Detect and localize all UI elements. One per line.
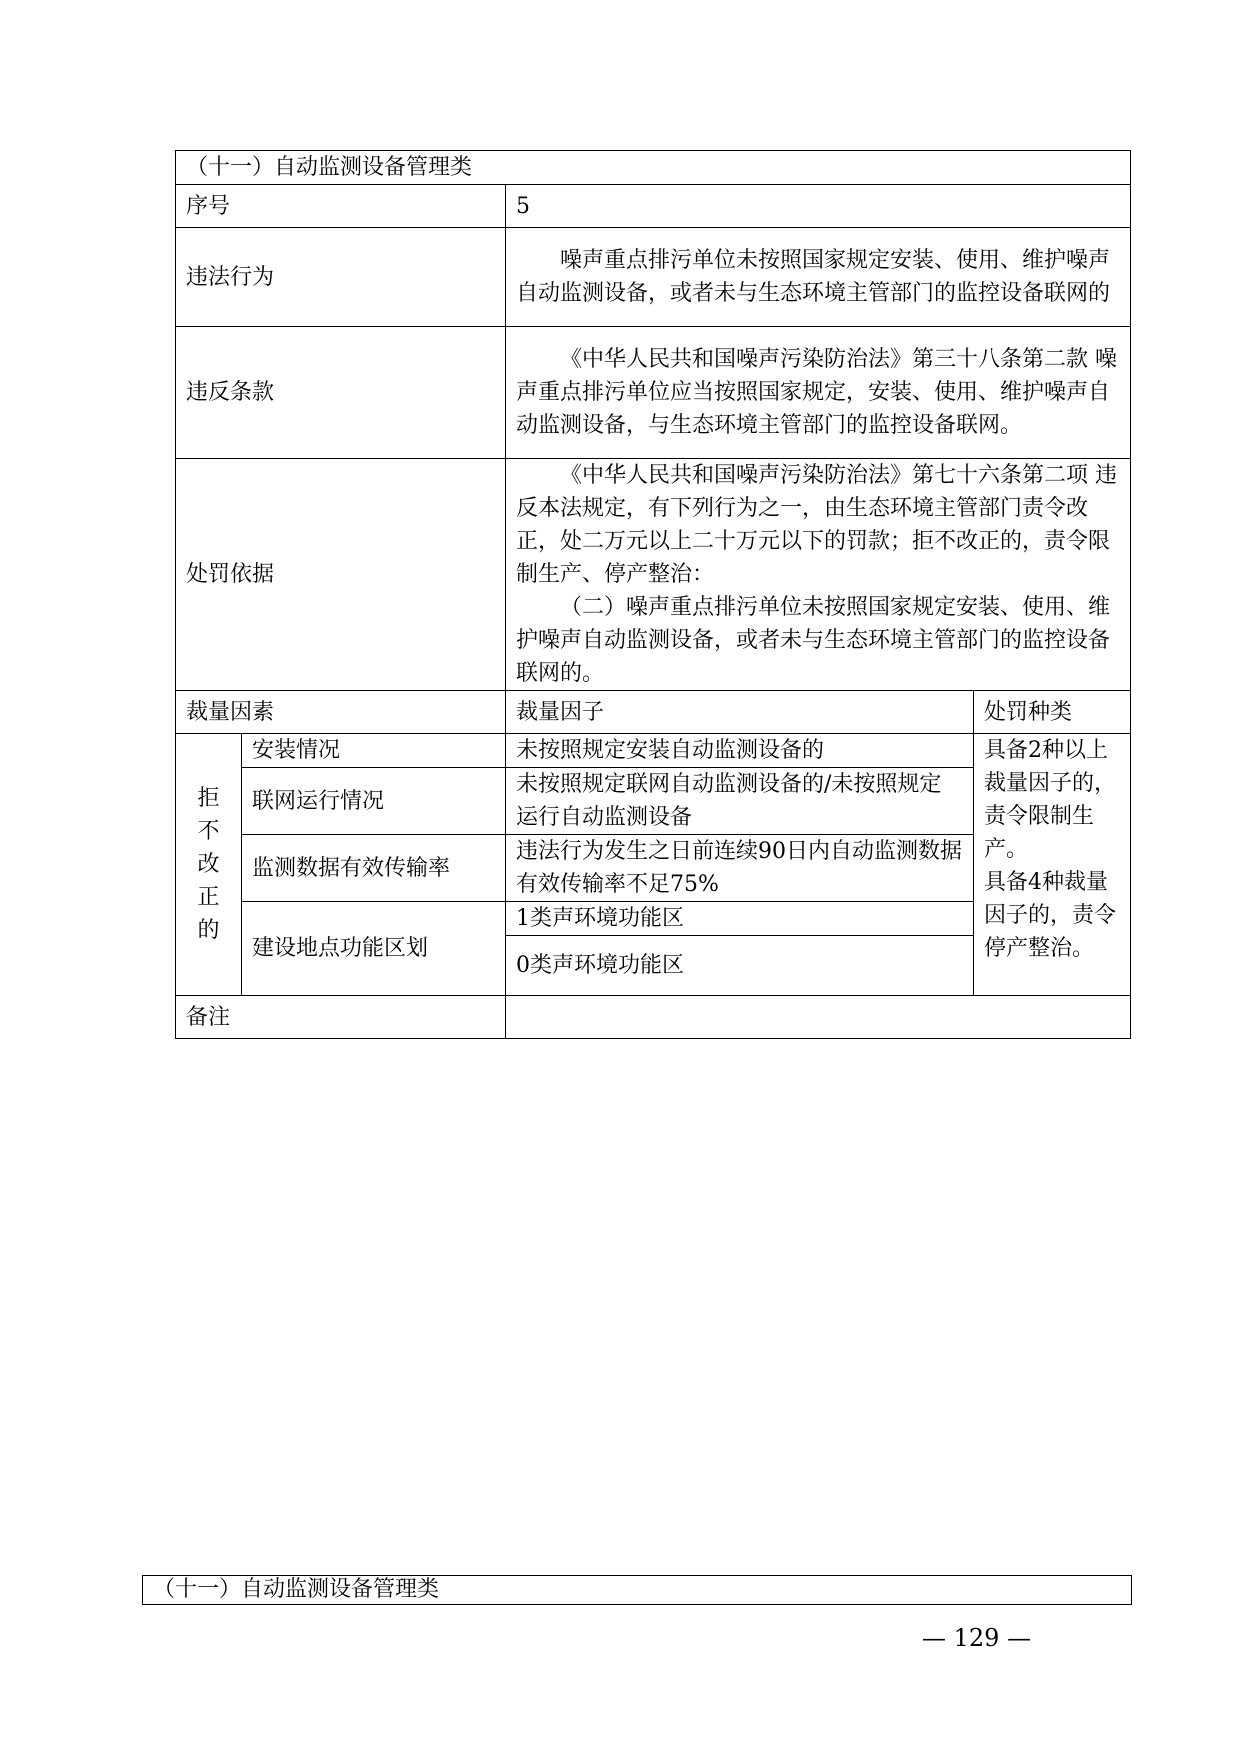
factor-install-detail: 未按照规定安装自动监测设备的	[506, 734, 974, 768]
basis-cell	[506, 459, 1131, 691]
factor-zone-detail-a: 1类声环境功能区	[506, 902, 974, 936]
violation-text: 噪声重点排污单位未按照国家规定安装、使用、维护噪声自动监测设备，或者未与生态环境主管部门的监控设备联网的	[506, 228, 1131, 327]
group-label-char: 拒	[197, 786, 220, 811]
factor-install: 安装情况	[242, 734, 506, 768]
factor-network: 联网运行情况	[242, 768, 506, 835]
factors-label: 裁量因素	[176, 691, 506, 734]
group-label-char: 改	[197, 852, 220, 877]
seq-label: 序号	[176, 185, 506, 228]
remarks-value	[506, 996, 1131, 1039]
factor-network-detail: 未按照规定联网自动监测设备的/未按照规定运行自动监测设备	[506, 768, 974, 835]
factor-transmission-detail: 违法行为发生之日前连续90日内自动监测数据有效传输率不足75%	[506, 835, 974, 902]
factor-items-label: 裁量因子	[506, 691, 974, 734]
group-label-char: 不	[197, 819, 220, 844]
basis-text-1: 《中华人民共和国噪声污染防治法》第七十六条第二项 违反本法规定，有下列行为之一，由生态环境主管部门责令改正，处二万元以上二十万元以下的罚款；拒不改正的，责令限制生产、停产整治：	[516, 463, 1117, 587]
penalty-discretion-table	[175, 150, 1131, 1039]
penalty-type-label: 处罚种类	[974, 691, 1131, 734]
clause-text: 《中华人民共和国噪声污染防治法》第三十八条第二款 噪声重点排污单位应当按照国家规定，安装、使用、维护噪声自动监测设备，与生态环境主管部门的监控设备联网。	[506, 327, 1131, 459]
seq-value: 5	[506, 185, 1131, 228]
clause-label: 违反条款	[176, 327, 506, 459]
basis-label: 处罚依据	[176, 459, 506, 691]
factor-zone-detail-b: 0类声环境功能区	[506, 936, 974, 996]
refuse-correction-group-label	[176, 734, 242, 996]
factor-transmission: 监测数据有效传输率	[242, 835, 506, 902]
penalty-type-cell	[974, 734, 1131, 996]
category-title: （十一）自动监测设备管理类	[176, 151, 1131, 185]
page-number: — 129 —	[922, 1624, 1032, 1652]
group-label-char: 正	[197, 885, 220, 910]
violation-label: 违法行为	[176, 228, 506, 327]
group-label-char: 的	[197, 918, 220, 943]
penalty-text-1: 具备2种以上裁量因子的，责令限制生产。	[984, 738, 1117, 862]
factor-zone: 建设地点功能区划	[242, 902, 506, 996]
basis-text-2: （二）噪声重点排污单位未按照国家规定安装、使用、维护噪声自动监测设备，或者未与生态环境主管部门的监控设备联网的。	[516, 595, 1111, 686]
footer-category-box: （十一）自动监测设备管理类	[142, 1575, 1132, 1605]
remarks-label: 备注	[176, 996, 506, 1039]
penalty-text-2: 具备4种裁量因子的，责令停产整治。	[984, 870, 1117, 961]
